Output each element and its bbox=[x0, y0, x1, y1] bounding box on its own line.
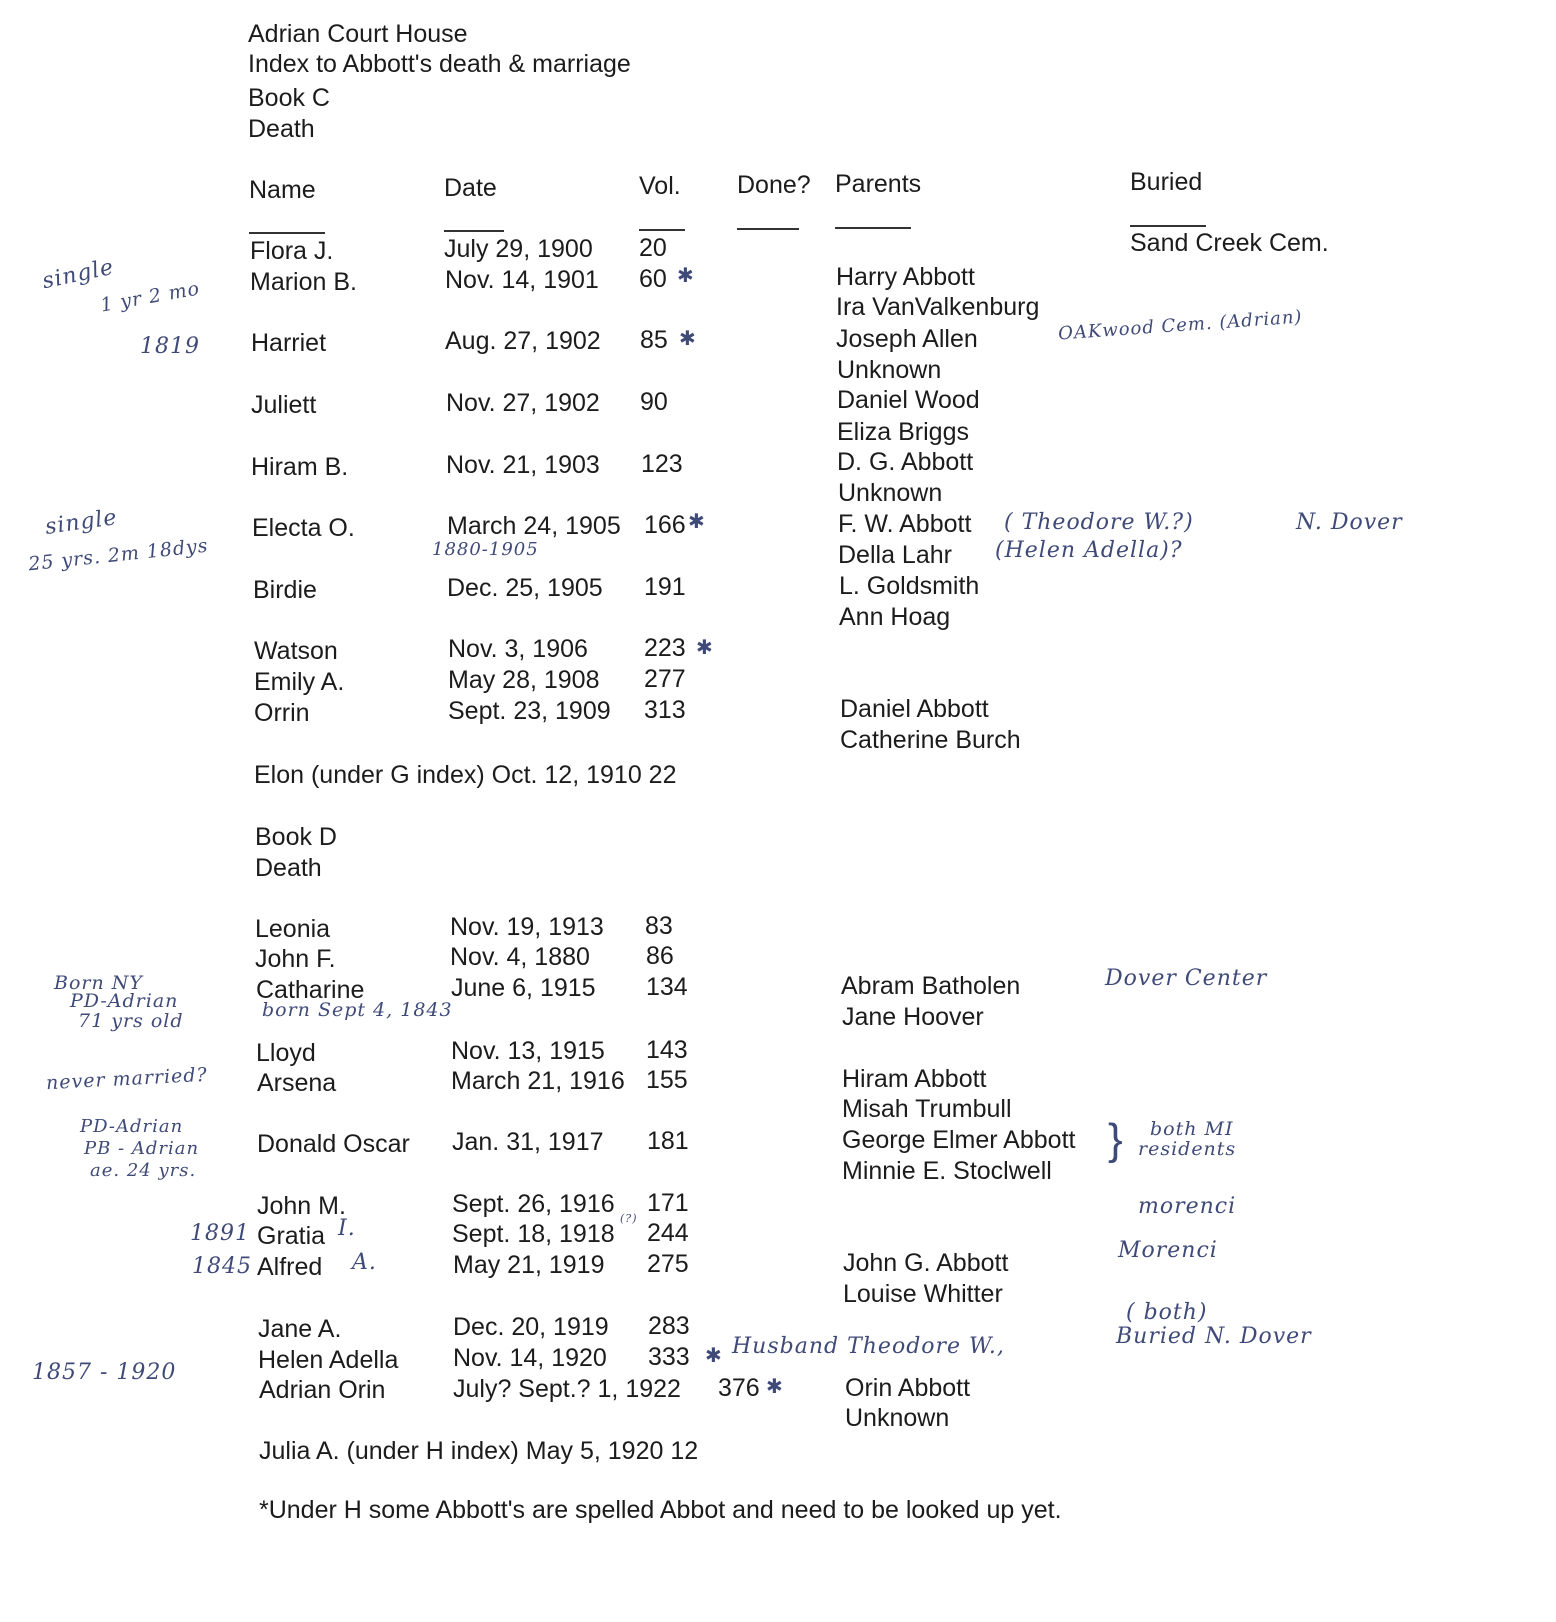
parent-name: Harry Abbott bbox=[836, 263, 975, 291]
table-row-vol: 20 bbox=[639, 234, 667, 262]
hw-note: ( both) bbox=[1126, 1300, 1208, 1325]
table-row-vol: 143 bbox=[646, 1036, 688, 1064]
parent-name: Unknown bbox=[845, 1404, 950, 1432]
table-row-vol: 191 bbox=[644, 573, 686, 601]
star-icon: ✱ bbox=[677, 265, 694, 287]
table-row-vol: 166 bbox=[644, 511, 686, 539]
table-row-vol: 86 bbox=[646, 942, 674, 970]
hw-note: A. bbox=[352, 1250, 377, 1275]
table-row-date: May 21, 1919 bbox=[453, 1251, 605, 1279]
table-row-name: Helen Adella bbox=[258, 1346, 399, 1374]
hw-note: both MI bbox=[1150, 1118, 1234, 1140]
table-row-date: Dec. 20, 1919 bbox=[453, 1313, 609, 1341]
table-row-date: Jan. 31, 1917 bbox=[452, 1128, 604, 1156]
table-row-date: Nov. 19, 1913 bbox=[450, 913, 604, 941]
hw-note: PB - Adrian bbox=[84, 1138, 200, 1159]
parent-name: Joseph Allen bbox=[836, 325, 978, 353]
table-row-name: Donald Oscar bbox=[257, 1130, 410, 1158]
table-row-date: Nov. 14, 1901 bbox=[445, 266, 599, 294]
table-row-date: May 28, 1908 bbox=[448, 666, 600, 694]
table-row-vol: 244 bbox=[647, 1219, 689, 1247]
table-row-name: Juliett bbox=[251, 391, 317, 419]
hw-note: morenci bbox=[1138, 1194, 1237, 1219]
hw-note: single bbox=[40, 254, 117, 295]
hw-note: I. bbox=[338, 1216, 356, 1241]
parent-name: L. Goldsmith bbox=[839, 572, 980, 600]
hw-note: 1845 bbox=[192, 1254, 252, 1279]
table-row-vol: 277 bbox=[644, 665, 686, 693]
parent-name: Misah Trumbull bbox=[842, 1095, 1012, 1123]
hw-note: Husband Theodore W., bbox=[732, 1334, 1005, 1359]
parent-name: Catherine Burch bbox=[840, 726, 1021, 754]
table-row-name: Hiram B. bbox=[251, 453, 349, 481]
parent-name: Hiram Abbott bbox=[842, 1065, 987, 1093]
rule-parents bbox=[835, 227, 911, 229]
hw-note: (?) bbox=[620, 1212, 638, 1225]
rule-date bbox=[444, 230, 504, 232]
star-icon: ✱ bbox=[679, 328, 696, 350]
table-row-date: Nov. 14, 1920 bbox=[453, 1344, 607, 1372]
parent-name: George Elmer Abbott bbox=[842, 1126, 1076, 1154]
hw-note: Buried N. Dover bbox=[1116, 1324, 1312, 1349]
table-row-date: Sept. 18, 1918 bbox=[452, 1220, 615, 1248]
table-row-name: Alfred bbox=[257, 1253, 323, 1281]
table-row-name: Adrian Orin bbox=[259, 1376, 386, 1404]
parent-name: Abram Batholen bbox=[841, 972, 1021, 1000]
hw-note: ( Theodore W.?) bbox=[1004, 510, 1194, 535]
table-row-date: June 6, 1915 bbox=[451, 974, 596, 1002]
table-row-vol: 275 bbox=[647, 1250, 689, 1278]
table-row-date: Nov. 21, 1903 bbox=[446, 451, 600, 479]
col-name: Name bbox=[249, 176, 316, 204]
header-line-3: Book C bbox=[248, 84, 330, 112]
rule-buried bbox=[1130, 225, 1206, 227]
table-row-date: Nov. 4, 1880 bbox=[450, 943, 590, 971]
table-row-name: Gratia bbox=[257, 1222, 326, 1250]
parent-name: Jane Hoover bbox=[842, 1003, 984, 1031]
table-row-name: Watson bbox=[254, 637, 338, 665]
table-row-name: John M. bbox=[257, 1192, 346, 1220]
star-icon: ✱ bbox=[688, 511, 705, 533]
parent-name: Unknown bbox=[838, 479, 943, 507]
brace-icon: } bbox=[1108, 1115, 1123, 1164]
book-d-line-2: Death bbox=[255, 854, 322, 882]
hw-note: PD-Adrian bbox=[70, 990, 179, 1012]
book-d-line-1: Book D bbox=[255, 823, 337, 851]
hw-note: 71 yrs old bbox=[78, 1010, 184, 1032]
parent-name: Louise Whitter bbox=[843, 1280, 1003, 1308]
header-line-1: Adrian Court House bbox=[248, 20, 468, 48]
hw-note: born Sept 4, 1843 bbox=[262, 999, 453, 1021]
table-row-name: Lloyd bbox=[256, 1039, 316, 1067]
table-row-name: Leonia bbox=[255, 915, 331, 943]
table-row-date: July? Sept.? 1, 1922 bbox=[453, 1375, 681, 1403]
hw-note: 1880-1905 bbox=[432, 539, 539, 560]
parent-name: Ann Hoag bbox=[839, 603, 951, 631]
table-row-vol: 90 bbox=[640, 388, 668, 416]
col-done: Done? bbox=[737, 171, 811, 199]
table-row-vol: 85 bbox=[640, 326, 668, 354]
parent-name: John G. Abbott bbox=[843, 1249, 1009, 1277]
parent-name: D. G. Abbott bbox=[837, 448, 974, 476]
table-row-name: Orrin bbox=[254, 699, 310, 727]
table-row-name: John F. bbox=[255, 945, 336, 973]
rule-vol bbox=[639, 229, 685, 231]
hw-note: never married? bbox=[45, 1063, 209, 1095]
buried-flora: Sand Creek Cem. bbox=[1130, 229, 1329, 257]
table-row-date: Aug. 27, 1902 bbox=[445, 327, 601, 355]
table-row-vol: 181 bbox=[647, 1127, 689, 1155]
parent-name: F. W. Abbott bbox=[838, 510, 972, 538]
footnote: *Under H some Abbott's are spelled Abbot and need to be looked up yet. bbox=[259, 1496, 1062, 1524]
star-icon: ✱ bbox=[766, 1376, 783, 1398]
rule-name bbox=[249, 232, 325, 234]
hw-note: (Helen Adella)? bbox=[995, 538, 1183, 563]
col-date: Date bbox=[444, 174, 497, 202]
table-row-date: Nov. 27, 1902 bbox=[446, 389, 600, 417]
table-row-date: Sept. 23, 1909 bbox=[448, 697, 611, 725]
hw-note: OAKwood Cem. (Adrian) bbox=[1057, 306, 1304, 345]
table-row-name: Harriet bbox=[251, 329, 327, 357]
hw-note: residents bbox=[1138, 1138, 1237, 1160]
table-row-date: March 24, 1905 bbox=[447, 512, 621, 540]
table-row-date: Nov. 13, 1915 bbox=[451, 1037, 605, 1065]
header-line-4: Death bbox=[248, 115, 315, 143]
table-row-vol: 333 bbox=[648, 1343, 690, 1371]
table-row-vol: 83 bbox=[645, 912, 673, 940]
table-row-vol: 155 bbox=[646, 1066, 688, 1094]
table-row-name: Emily A. bbox=[254, 668, 345, 696]
hw-note: Born NY bbox=[54, 972, 143, 994]
hw-note: single bbox=[43, 505, 119, 540]
table-row-name: Electa O. bbox=[252, 514, 355, 542]
hw-note: Dover Center bbox=[1105, 966, 1268, 991]
table-row-date: March 21, 1916 bbox=[451, 1067, 625, 1095]
hw-note: 1 yr 2 mo bbox=[98, 277, 202, 317]
parent-name: Ira VanValkenburg bbox=[836, 293, 1040, 321]
parent-name: Daniel Wood bbox=[837, 386, 980, 414]
col-parents: Parents bbox=[835, 170, 922, 198]
julia-line: Julia A. (under H index) May 5, 1920 12 bbox=[259, 1437, 699, 1465]
header-line-2: Index to Abbott's death & marriage bbox=[248, 50, 631, 78]
hw-note: 1819 bbox=[140, 334, 200, 359]
star-icon: ✱ bbox=[705, 1345, 722, 1367]
hw-note: 25 yrs. 2m 18dys bbox=[27, 534, 210, 576]
table-row-date: Nov. 3, 1906 bbox=[448, 635, 588, 663]
table-row-vol: 134 bbox=[646, 973, 688, 1001]
parent-name: Minnie E. Stoclwell bbox=[842, 1157, 1052, 1185]
hw-note: N. Dover bbox=[1296, 510, 1403, 535]
table-row-vol: 171 bbox=[647, 1189, 689, 1217]
col-buried: Buried bbox=[1130, 168, 1203, 196]
table-row-name: Catharine bbox=[256, 976, 365, 1004]
table-row-date: Dec. 25, 1905 bbox=[447, 574, 603, 602]
parent-name: Unknown bbox=[837, 356, 942, 384]
table-row-name: Birdie bbox=[253, 576, 317, 604]
hw-note: 1857 - 1920 bbox=[32, 1360, 177, 1385]
table-row-vol: 123 bbox=[641, 450, 683, 478]
table-row-name: Jane A. bbox=[258, 1315, 342, 1343]
star-icon: ✱ bbox=[696, 637, 713, 659]
table-row-vol: 223 bbox=[644, 634, 686, 662]
table-row-date: Sept. 26, 1916 bbox=[452, 1190, 615, 1218]
hw-note: PD-Adrian bbox=[80, 1116, 184, 1137]
parent-name: Della Lahr bbox=[838, 541, 952, 569]
elon-line: Elon (under G index) Oct. 12, 1910 22 bbox=[254, 761, 677, 789]
table-row-vol: 376 bbox=[718, 1374, 760, 1402]
hw-note: 1891 bbox=[190, 1221, 250, 1246]
table-row-vol: 60 bbox=[639, 265, 667, 293]
table-row-date: July 29, 1900 bbox=[444, 235, 593, 263]
hw-note: ae. 24 yrs. bbox=[90, 1160, 197, 1181]
table-row-vol: 283 bbox=[648, 1312, 690, 1340]
parent-name: Eliza Briggs bbox=[837, 418, 969, 446]
table-row-vol: 313 bbox=[644, 696, 686, 724]
table-row-name: Flora J. bbox=[250, 237, 334, 265]
rule-done bbox=[737, 228, 799, 230]
parent-name: Orin Abbott bbox=[845, 1374, 971, 1402]
table-row-name: Arsena bbox=[257, 1069, 337, 1097]
parent-name: Daniel Abbott bbox=[840, 695, 989, 723]
hw-note: Morenci bbox=[1118, 1238, 1218, 1263]
col-vol: Vol. bbox=[639, 172, 681, 200]
table-row-name: Marion B. bbox=[250, 268, 357, 296]
